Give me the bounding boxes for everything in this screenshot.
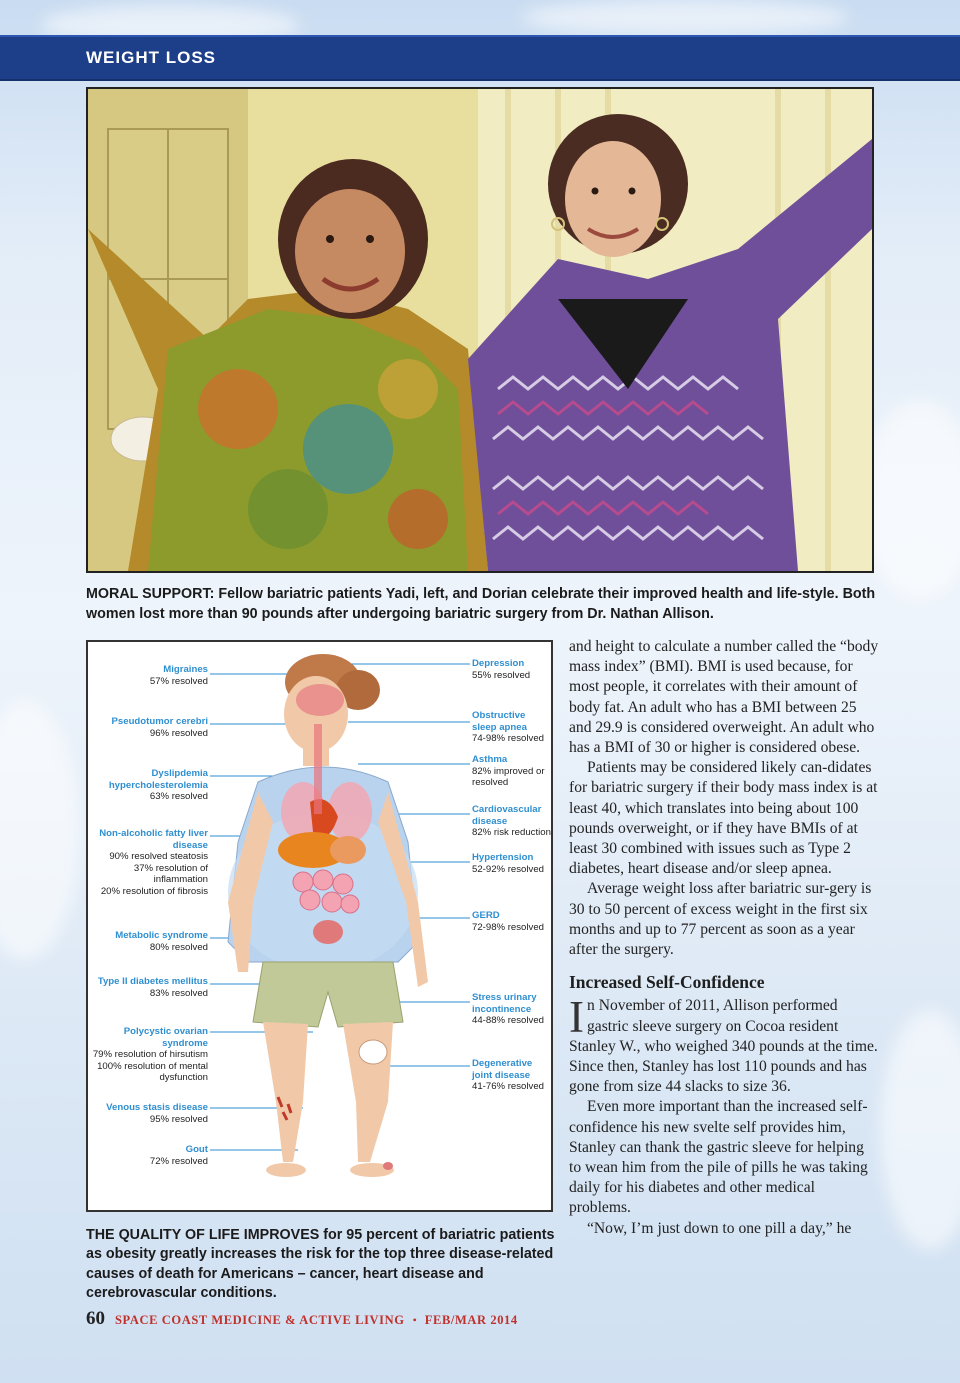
footer-separator: • xyxy=(412,1313,417,1327)
photo-two-women xyxy=(86,87,874,573)
issue-date: FEB/MAR 2014 xyxy=(424,1313,518,1327)
condition-stat: 63% resolved xyxy=(149,791,208,802)
condition-stat: 82% risk reduction xyxy=(472,827,551,838)
condition-stat: 37% resolution of inflammation xyxy=(133,862,208,885)
condition-dyslipidemia xyxy=(90,768,208,803)
cloud-decoration xyxy=(520,0,850,35)
condition-sleep-apnea xyxy=(472,710,552,745)
condition-stress-urinary-incontinence xyxy=(472,992,552,1027)
condition-cardiovascular-disease xyxy=(472,804,552,839)
condition-name: GERD xyxy=(472,910,500,921)
condition-gerd xyxy=(472,910,552,933)
condition-degenerative-joint-disease xyxy=(472,1058,552,1093)
condition-name: Depression xyxy=(472,658,525,669)
condition-depression xyxy=(472,658,552,681)
condition-stat: 100% resolution of mental dysfunction xyxy=(97,1060,208,1083)
condition-name: Pseudotumor cerebri xyxy=(111,716,208,727)
condition-name: Metabolic syndrome xyxy=(115,930,208,941)
condition-venous-stasis xyxy=(90,1102,208,1125)
infographic-caption: THE QUALITY OF LIFE IMPROVES for 95 percent of bariatric patients as obesity greatly increases the risk for the top three disease-related causes of death for Americans – cancer, heart disease and cerebrovascular conditions. xyxy=(86,1227,555,1301)
condition-stat: 57% resolved xyxy=(149,675,208,687)
condition-name: Stress urinary incontinence xyxy=(472,992,537,1015)
publication-name: SPACE COAST MEDICINE & ACTIVE LIVING xyxy=(115,1313,405,1327)
condition-name: Hypertension xyxy=(472,852,534,863)
section-header-bar xyxy=(0,35,960,81)
drop-cap: I xyxy=(569,992,584,1043)
condition-stat: 74-98% resolved xyxy=(472,733,544,744)
condition-name: Asthma xyxy=(472,754,508,765)
article-paragraph: Patients may be considered likely can-didates for bariatric surgery if their body mass index is at least 40, which translates into being about 100 pounds overweight, or if they have BMIs of at least 30 combined with issues such as Type 2 diabetes, heart disease and/or sleep apnea. xyxy=(569,759,878,878)
condition-name: Migraines xyxy=(163,664,208,675)
condition-stat: 95% resolved xyxy=(149,1113,208,1125)
condition-stat: 52-92% resolved xyxy=(472,863,544,875)
condition-asthma xyxy=(472,754,552,789)
article-paragraph-text: n November of 2011, Allison performed gastric sleeve surgery on Cocoa resident Stanley W., who weighed 340 pounds at the time. Since then, Stanley has lost 110 pounds and has gone from size 44 slacks to size 36. xyxy=(569,997,878,1096)
condition-name: Polycystic ovarian syndrome xyxy=(123,1026,208,1049)
condition-gout xyxy=(90,1144,208,1167)
condition-name: Degenerative joint disease xyxy=(472,1058,533,1081)
page-number: 60 xyxy=(86,1308,105,1329)
condition-name: Non-alcoholic fatty liver disease xyxy=(99,828,208,851)
condition-hypertension xyxy=(472,852,552,875)
condition-stat: 20% resolution of fibrosis xyxy=(100,885,208,897)
condition-name: Dyslipdemia hypercholesterolemia xyxy=(108,768,208,791)
condition-name: Type II diabetes mellitus xyxy=(97,976,208,987)
photo-caption: MORAL SUPPORT: Fellow bariatric patients Yadi, left, and Dorian celebrate their improved health and life-style. Both women lost more than 90 pounds after undergoing bariatric surgery from Dr. Nathan Allison. xyxy=(86,586,876,622)
condition-polycystic-ovarian-syndrome xyxy=(90,1026,208,1084)
condition-stat: 72% resolved xyxy=(149,1155,208,1167)
condition-name: Venous stasis disease xyxy=(106,1102,208,1113)
condition-migraines xyxy=(90,664,208,687)
article-paragraph: and height to calculate a number called the “body mass index” (BMI). BMI is used because, for most people, it correlates with their amount of body fat. An adult who has a BMI between 25 and 29.9 is considered overweight. An adult who has a BMI of 30 or higher is considered obese. xyxy=(569,638,879,757)
condition-stat: 80% resolved xyxy=(149,941,208,953)
condition-metabolic-syndrome xyxy=(90,930,208,953)
condition-name: Gout xyxy=(185,1144,208,1155)
article-paragraph: “Now, I’m just down to one pill a day,” he xyxy=(587,1219,852,1237)
condition-stat: 83% resolved xyxy=(149,987,208,999)
page-footer xyxy=(86,1308,566,1332)
condition-stat: 44-88% resolved xyxy=(472,1015,544,1026)
condition-type-2-diabetes xyxy=(90,976,208,999)
section-title: WEIGHT LOSS xyxy=(86,48,216,67)
infographic-obesity-conditions xyxy=(86,640,553,1212)
condition-name: Obstructive sleep apnea xyxy=(472,710,527,733)
photo-illustration xyxy=(88,89,872,571)
condition-stat: 41-76% resolved xyxy=(472,1081,544,1092)
condition-stat: 96% resolved xyxy=(149,727,208,739)
condition-stat: 82% improved or resolved xyxy=(472,765,545,788)
article-paragraph: Even more important than the increased self-confidence his new svelte self provides him, Stanley can thank the gastric sleeve for helping to wean him from the pile of pills he was taking daily for his diabetes and other medical problems. xyxy=(569,1098,868,1217)
article-paragraph: Average weight loss after bariatric sur-gery is 30 to 50 percent of excess weight in the first six months and up to 77 percent as soon as a year after the surgery. xyxy=(569,880,872,959)
cloud-decoration xyxy=(860,400,960,600)
condition-stat: 55% resolved xyxy=(472,669,531,681)
article-subheading: Increased Self-Confidence xyxy=(569,972,765,993)
article-column xyxy=(569,637,879,1239)
condition-stat: 79% resolution of hirsutism xyxy=(92,1049,208,1060)
condition-stat: 90% resolved steatosis xyxy=(109,851,208,862)
condition-stat: 72-98% resolved xyxy=(472,921,544,933)
cloud-decoration xyxy=(0,700,80,960)
article-paragraph xyxy=(569,992,879,1097)
cloud-decoration xyxy=(880,1010,960,1250)
condition-fatty-liver xyxy=(90,828,208,897)
condition-pseudotumor-cerebri xyxy=(90,716,208,739)
condition-name: Cardiovascular disease xyxy=(472,804,542,827)
